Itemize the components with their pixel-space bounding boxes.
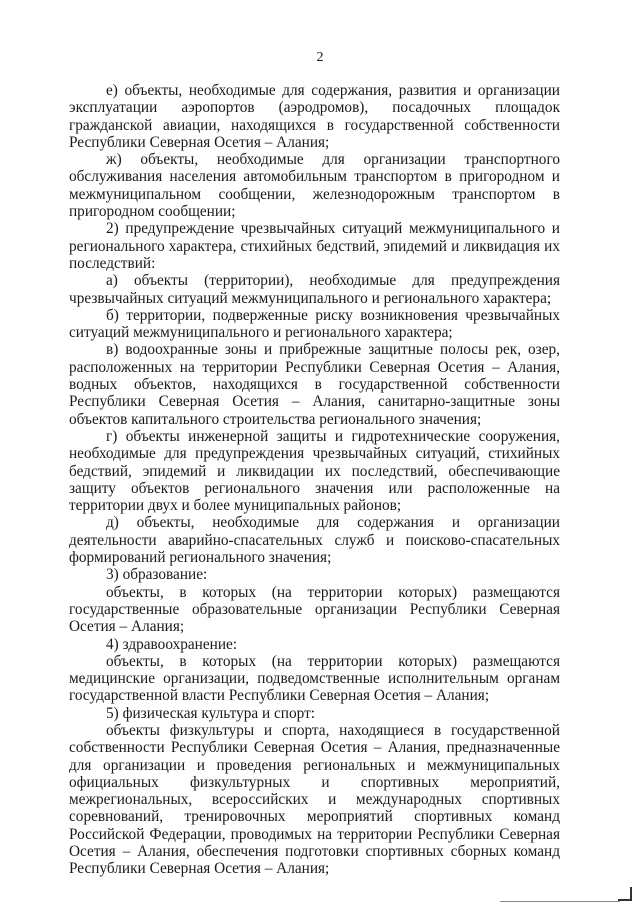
paragraph-sport-objects: объекты физкультуры и спорта, находящиеся в государственной собственности Республики Северная Осетия – Алания, предназначенные для организации и проведения региональных и межмуниципальных официальных физкультурных и спортивных мероприятий, межрегиональных, всероссийских и международных спортивных соревнований, тренировочных мероприятий спортивных команд Российской Федерации, проводимых на территории Республики Северная Осетия – Алания, обеспечения подготовки спортивных сборных команд Республики Северная Осетия – Алания; [69, 721, 560, 878]
document-body [69, 82, 560, 878]
scan-corner-mark [618, 887, 632, 901]
paragraph-a-prevention-objects: а) объекты (территории), необходимые для предупреждения чрезвычайных ситуаций межмуниципального и регионального характера; [69, 272, 560, 307]
paragraph-e-airports: е) объекты, необходимые для содержания, развития и организации эксплуатации аэропортов (аэродромов), посадочных площадок гражданской авиации, находящихся в государственной собственности Республики Северная Осетия – Алания; [69, 82, 560, 151]
paragraph-healthcare-objects: объекты, в которых (на территории которых) размещаются медицинские организации, подведомственные исполнительным органам государственной власти Республики Северная Осетия – Алания; [69, 652, 560, 705]
paragraph-b-risk-territories: б) территории, подверженные риску возникновения чрезвычайных ситуаций межмуниципального и регионального характера; [69, 306, 560, 342]
paragraph-4-healthcare-heading: 4) здравоохранение: [106, 635, 238, 653]
paragraph-2-emergencies: 2) предупреждение чрезвычайных ситуаций межмуниципального и регионального характера, стихийных бедствий, эпидемий и ликвидация их последствий: [69, 220, 560, 272]
scan-edge-line [500, 901, 620, 902]
page-number: 2 [316, 50, 324, 65]
paragraph-education-objects: объекты, в которых (на территории которых) размещаются государственные образовательные организации Республики Северная Осетия – Алания; [69, 583, 560, 636]
paragraph-3-education-heading: 3) образование: [106, 566, 208, 584]
paragraph-5-sport-heading: 5) физическая культура и спорт: [106, 704, 316, 722]
paragraph-g-engineering-protection: г) объекты инженерной защиты и гидротехнические сооружения, необходимые для предупреждения чрезвычайных ситуаций, стихийных бедствий, эпидемий и ликвидации их последствий, обеспечивающие защиту объектов регионального значения или расположенные на территории двух и более муниципальных районов; [69, 427, 560, 515]
paragraph-v-water-protection: в) водоохранные зоны и прибрежные защитные полосы рек, озер, расположенных на территории Республики Северная Осетия – Алания, водных объектов, находящихся в государственной собственности Республики Северная Осетия – Алания, санитарно-защитные зоны объектов капитального строительства регионального значения; [69, 341, 560, 428]
paragraph-zh-transport: ж) объекты, необходимые для организации транспортного обслуживания населения автомобильным транспортом в пригородном и межмуниципальном сообщении, железнодорожным транспортом в пригородном сообщении; [69, 151, 560, 221]
paragraph-d-rescue-services: д) объекты, необходимые для содержания и организации деятельности аварийно-спасательных служб и поисково-спасательных формирований регионального значения; [69, 514, 560, 567]
